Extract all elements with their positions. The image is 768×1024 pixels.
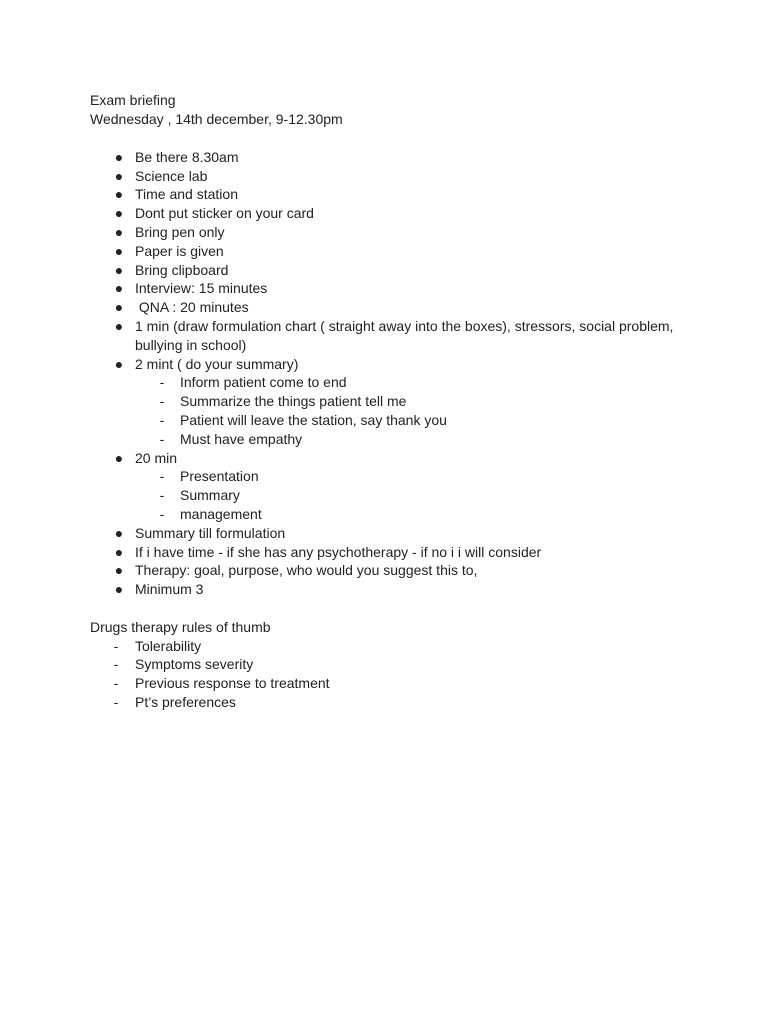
bullet-icon: ● xyxy=(114,186,124,202)
list-item-text: Therapy: goal, purpose, who would you suggest this to, xyxy=(135,562,478,578)
list-item-text: Bring clipboard xyxy=(135,262,229,278)
bullet-icon: ● xyxy=(114,149,124,165)
dash-marker: - xyxy=(113,694,119,710)
dash-marker: - xyxy=(113,638,119,654)
bullet-icon: ● xyxy=(114,525,124,541)
dash-marker: - xyxy=(159,487,165,503)
list-item-text: Summary till formulation xyxy=(135,525,286,541)
sub-list-item-text: Summary xyxy=(180,487,240,503)
dash-marker: - xyxy=(113,675,119,691)
bullet-icon: ● xyxy=(114,168,124,184)
sub-list-item-text: Presentation xyxy=(180,468,259,484)
rule-item-text: Previous response to treatment xyxy=(135,675,330,691)
sub-list-item-text: management xyxy=(180,506,262,522)
bullet-icon: ● xyxy=(114,243,124,259)
list-item-text-continued: bullying in school) xyxy=(135,337,247,353)
rules-heading: Drugs therapy rules of thumb xyxy=(90,619,271,635)
rule-item-text: Pt’s preferences xyxy=(135,694,236,710)
list-item-text: Bring pen only xyxy=(135,224,225,240)
document-title: Exam briefing xyxy=(90,92,176,108)
sub-list-item-text: Inform patient come to end xyxy=(180,374,347,390)
list-item-text: Dont put sticker on your card xyxy=(135,205,314,221)
list-item-text: 2 mint ( do your summary) xyxy=(135,356,299,372)
list-item-text: Minimum 3 xyxy=(135,581,204,597)
list-item-text: Paper is given xyxy=(135,243,224,259)
sub-list-item-text: Patient will leave the station, say thank you xyxy=(180,412,447,428)
list-item-text: QNA : 20 minutes xyxy=(135,299,249,315)
dash-marker: - xyxy=(159,393,165,409)
dash-marker: - xyxy=(159,468,165,484)
document-subtitle: Wednesday , 14th december, 9-12.30pm xyxy=(90,111,343,127)
bullet-icon: ● xyxy=(114,299,124,315)
bullet-icon: ● xyxy=(114,280,124,296)
bullet-icon: ● xyxy=(114,356,124,372)
bullet-icon: ● xyxy=(114,318,124,334)
dash-marker: - xyxy=(113,656,119,672)
list-item-text: 1 min (draw formulation chart ( straight away into the boxes), stressors, social problem, xyxy=(135,318,674,334)
bullet-icon: ● xyxy=(114,581,124,597)
bullet-icon: ● xyxy=(114,544,124,560)
list-item-text: Time and station xyxy=(135,186,238,202)
list-item-text: Science lab xyxy=(135,168,208,184)
bullet-icon: ● xyxy=(114,262,124,278)
dash-marker: - xyxy=(159,412,165,428)
bullet-icon: ● xyxy=(114,562,124,578)
dash-marker: - xyxy=(159,431,165,447)
list-item-text: If i have time - if she has any psychotherapy - if no i i will consider xyxy=(135,544,542,560)
rule-item-text: Tolerability xyxy=(135,638,202,654)
bullet-icon: ● xyxy=(114,450,124,466)
rule-item-text: Symptoms severity xyxy=(135,656,254,672)
bullet-icon: ● xyxy=(114,224,124,240)
sub-list-item-text: Must have empathy xyxy=(180,431,303,447)
list-item-text: Interview: 15 minutes xyxy=(135,280,268,296)
list-item-text: Be there 8.30am xyxy=(135,149,239,165)
dash-marker: - xyxy=(159,374,165,390)
bullet-icon: ● xyxy=(114,205,124,221)
sub-list-item-text: Summarize the things patient tell me xyxy=(180,393,407,409)
list-item-text: 20 min xyxy=(135,450,178,466)
dash-marker: - xyxy=(159,506,165,522)
